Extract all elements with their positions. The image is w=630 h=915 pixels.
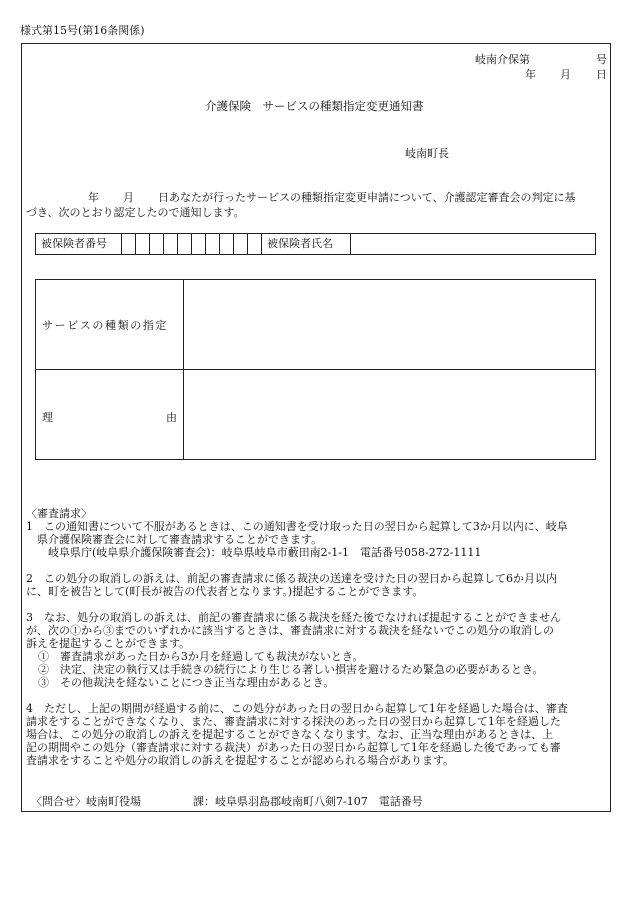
insured-number-digit-box[interactable]	[206, 234, 220, 254]
insured-number-digit-box[interactable]	[234, 234, 248, 254]
note-4-line: 査請求をすることや処分の取消しの訴えを提起することが認められる場合があります。	[26, 754, 455, 767]
note-4-line: 4 ただし、上記の期間が経過する前に、この処分があった日の翌日から起算して1年を経過した場合は、審査	[26, 702, 568, 715]
note-3-item: ③ その他裁決を経ないことにつき正当な理由があるとき。	[38, 676, 335, 689]
issuer-name: 岐南町長	[405, 147, 449, 160]
document-number-suffix: 号	[596, 53, 607, 66]
service-designation-field[interactable]	[184, 280, 595, 369]
note-3-line: が、次の①から③までのいずれかに該当するときは、審査請求に対する裁決を経ないでこの処分の取消しの	[26, 624, 554, 637]
intro-month: 月	[123, 191, 134, 204]
reason-label-left: 理	[42, 411, 53, 424]
contact-department: 課：岐阜県羽島郡岐南町八剣7-107 電話番号	[193, 795, 423, 808]
insured-name-label: 被保険者氏名	[262, 234, 351, 254]
note-3-item: ① 審査請求があった日から3か月を経過しても裁決がないとき。	[38, 650, 364, 663]
insured-number-digit-box[interactable]	[122, 234, 136, 254]
insured-number-digit-box[interactable]	[164, 234, 178, 254]
date-month: 月	[560, 68, 571, 81]
intro-paragraph	[26, 190, 608, 220]
notes-heading: 〈審査請求〉	[26, 507, 92, 520]
note-1-line: 岐阜県庁(岐阜県介護保険審査会)：岐阜県岐阜市藪田南2-1-1 電話番号058-272-1111	[48, 546, 482, 559]
insured-number-digit-box[interactable]	[220, 234, 234, 254]
note-4-line: 場合は、この処分の取消しの訴えを提起することができなくなります。なお、正当な理由があるときは、上	[26, 728, 554, 741]
insured-info-row	[35, 233, 596, 255]
reason-label-cell	[36, 370, 184, 459]
note-3-line: 訴えを提起することができます。	[26, 637, 191, 650]
insured-number-digit-box[interactable]	[248, 234, 262, 254]
insured-number-digit-box[interactable]	[192, 234, 206, 254]
document-title: 介護保険 サービスの種類指定変更通知書	[205, 99, 424, 113]
service-designation-row	[36, 280, 595, 370]
intro-text: 日あなたが行ったサービスの種類指定変更申請について、介護認定審査会の判定に基	[158, 191, 576, 204]
note-3-item: ② 決定、決定の執行又は手続きの続行により生じる著しい損害を避けるため緊急の必要があるとき。	[38, 663, 544, 676]
intro-year: 年	[88, 191, 99, 204]
note-2-line: に、町を被告として(町長が被告の代表者となります。)提起することができます。	[26, 585, 424, 598]
note-1-line: 県介護保険審査会に対して審査請求することができます。	[37, 533, 323, 546]
insured-name-field[interactable]	[351, 234, 595, 254]
reason-field[interactable]	[184, 370, 595, 459]
service-designation-label: サービスの種類の指定	[42, 319, 168, 332]
note-4-line: 請求をすることができなくなり、また、審査請求に対する採決のあった日の翌日から起算して1年を経過した	[26, 715, 561, 728]
insured-number-digit-box[interactable]	[178, 234, 192, 254]
document-number-label: 岐南介保第	[475, 53, 530, 66]
reason-label-right: 由	[166, 411, 177, 424]
note-1-line: 1 この通知書について不服があるときは、この通知書を受け取った日の翌日から起算して3か月以内に、岐阜	[26, 520, 568, 533]
form-number-label: 様式第15号(第16条関係)	[20, 24, 145, 37]
note-4-line: 記の期間やこの処分（審査請求に対する裁決）があった日の翌日から起算して1年を経過した後であっても審	[26, 741, 561, 754]
insured-number-label: 被保険者番号	[36, 234, 122, 254]
appeal-notes	[26, 507, 610, 767]
contact-label: 〈問合せ〉岐南町役場	[31, 795, 141, 808]
date-day: 日	[596, 68, 607, 81]
service-designation-table	[35, 279, 596, 460]
service-designation-label-cell	[36, 280, 184, 369]
note-2-line: 2 この処分の取消しの訴えは、前記の審査請求に係る裁決の送達を受けた日の翌日から起算して6か月以内	[26, 572, 557, 585]
intro-text-line2: づき、次のとおり認定したので通知します。	[26, 206, 245, 219]
note-3-line: 3 なお、処分の取消しの訴えは、前記の審査請求に係る裁決を経た後でなければ提起することができません	[26, 611, 561, 624]
insured-number-digit-box[interactable]	[136, 234, 150, 254]
insured-number-digit-box[interactable]	[150, 234, 164, 254]
date-year: 年	[525, 68, 536, 81]
reason-row	[36, 370, 595, 459]
